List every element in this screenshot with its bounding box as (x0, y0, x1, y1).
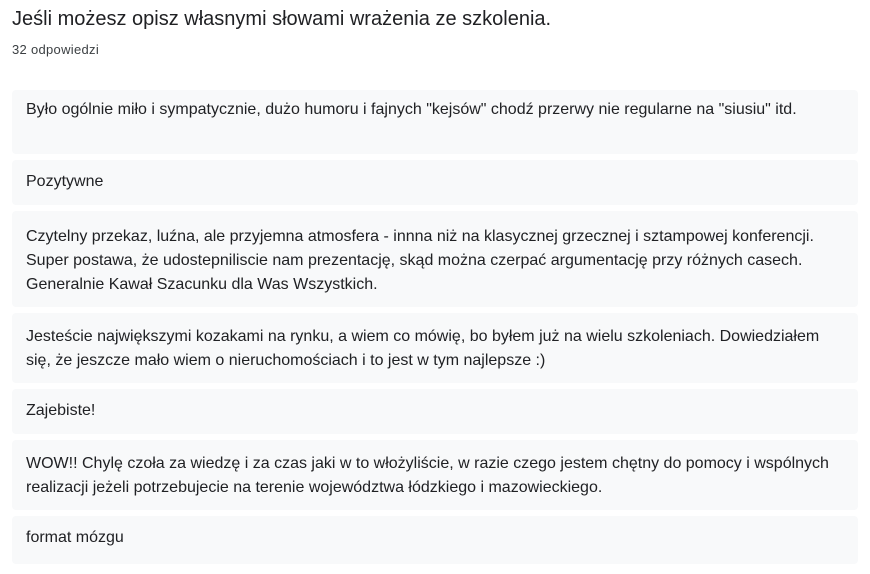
response-count: 32 odpowiedzi (12, 42, 100, 57)
response-item: Zajebiste! (12, 389, 858, 434)
response-list (12, 90, 858, 570)
response-item: Czytelny przekaz, luźna, ale przyjemna atmosfera - innna niż na klasycznej grzecznej i sztampowej konferencji. Super postawa, że udostepniliscie nam prezentację, skąd można czerpać argumentację przy różnych casech. Generalnie Kawał Szacunku dla Was Wszystkich. (12, 211, 858, 307)
response-item: Pozytywne (12, 160, 858, 205)
response-item: Było ogólnie miło i sympatycznie, dużo humoru i fajnych "kejsów" chodź przerwy nie regularne na "siusiu" itd. (12, 90, 858, 154)
question-title: Jeśli możesz opisz własnymi słowami wrażenia ze szkolenia. (12, 8, 552, 30)
response-item: format mózgu (12, 516, 858, 564)
response-item: Jesteście największymi kozakami na rynku, a wiem co mówię, bo byłem już na wielu szkoleniach. Dowiedziałem się, że jeszcze mało wiem o nieruchomościach i to jest w tym najlepsze :) (12, 313, 858, 383)
response-item: WOW!! Chylę czoła za wiedzę i za czas jaki w to włożyliście, w razie czego jestem chętny do pomocy i wspólnych realizacji jeżeli potrzebujecie na terenie województwa łódzkiego i mazowieckiego. (12, 440, 858, 510)
